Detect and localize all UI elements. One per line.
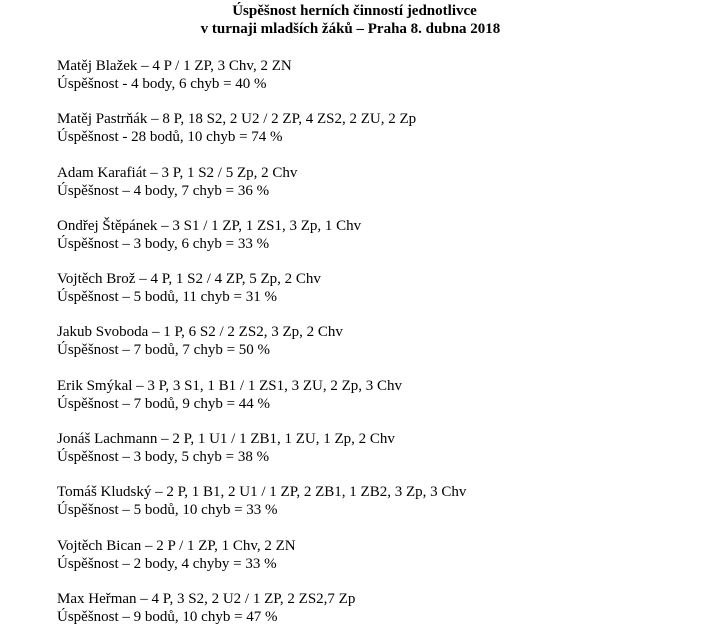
player-entry: [57, 590, 697, 643]
player-success-rate: Úspěšnost – 7 bodů, 9 chyb = 44 %: [57, 395, 271, 412]
player-entry: [57, 110, 697, 163]
player-actions: Max Heřman – 4 P, 3 S2, 2 U2 / 1 ZP, 2 ZS2,7 Zp: [57, 590, 356, 607]
player-success-rate: Úspěšnost – 9 bodů, 10 chyb = 47 %: [57, 608, 278, 625]
player-stats-list: [57, 57, 697, 643]
player-actions: Erik Smýkal – 3 P, 3 S1, 1 B1 / 1 ZS1, 3 ZU, 2 Zp, 3 Chv: [57, 377, 403, 394]
document-title-line-2: v turnaji mladších žáků – Praha 8. dubna 2018: [200, 21, 501, 37]
player-entry: [57, 270, 697, 323]
player-actions: Matěj Pastrňák – 8 P, 18 S2, 2 U2 / 2 ZP, 4 ZS2, 2 ZU, 2 Zp: [57, 111, 417, 128]
player-success-rate: Úspěšnost – 7 bodů, 7 chyb = 50 %: [57, 342, 271, 359]
player-actions: Vojtěch Brož – 4 P, 1 S2 / 4 ZP, 5 Zp, 2 Chv: [57, 271, 321, 288]
player-actions: Vojtěch Bican – 2 P / 1 ZP, 1 Chv, 2 ZN: [57, 537, 296, 554]
player-entry: [57, 164, 697, 217]
player-entry: [57, 377, 697, 430]
player-actions: Ondřej Štěpánek – 3 S1 / 1 ZP, 1 ZS1, 3 Zp, 1 Chv: [57, 217, 362, 234]
player-success-rate: Úspěšnost – 3 body, 6 chyb = 33 %: [57, 235, 270, 252]
player-entry: [57, 483, 697, 536]
player-entry: [57, 57, 697, 110]
player-actions: Tomáš Kludský – 2 P, 1 B1, 2 U1 / 1 ZP, 2 ZB1, 1 ZB2, 3 Zp, 3 Chv: [57, 484, 467, 501]
player-actions: Matěj Blažek – 4 P / 1 ZP, 3 Chv, 2 ZN: [57, 58, 292, 74]
player-entry: [57, 430, 697, 483]
player-actions: Jakub Svoboda – 1 P, 6 S2 / 2 ZS2, 3 Zp, 2 Chv: [57, 324, 343, 341]
player-entry: [57, 217, 697, 270]
player-success-rate: Úspěšnost - 28 bodů, 10 chyb = 74 %: [57, 129, 283, 146]
player-success-rate: Úspěšnost – 5 bodů, 11 chyb = 31 %: [57, 289, 277, 306]
player-success-rate: Úspěšnost – 2 body, 4 chyby = 33 %: [57, 555, 277, 572]
player-entry: [57, 537, 697, 590]
player-success-rate: Úspěšnost - 4 body, 6 chyb = 40 %: [57, 76, 267, 92]
player-actions: Adam Karafiát – 3 P, 1 S2 / 5 Zp, 2 Chv: [57, 164, 298, 181]
player-entry: [57, 323, 697, 376]
player-success-rate: Úspěšnost – 5 bodů, 10 chyb = 33 %: [57, 502, 278, 519]
player-actions: Jonáš Lachmann – 2 P, 1 U1 / 1 ZB1, 1 ZU, 1 Zp, 2 Chv: [57, 431, 395, 448]
document-title-line-1: Úspěšnost herních činností jednotlivce: [232, 3, 477, 19]
player-success-rate: Úspěšnost – 4 body, 7 chyb = 36 %: [57, 182, 270, 199]
player-success-rate: Úspěšnost – 3 body, 5 chyb = 38 %: [57, 449, 270, 466]
